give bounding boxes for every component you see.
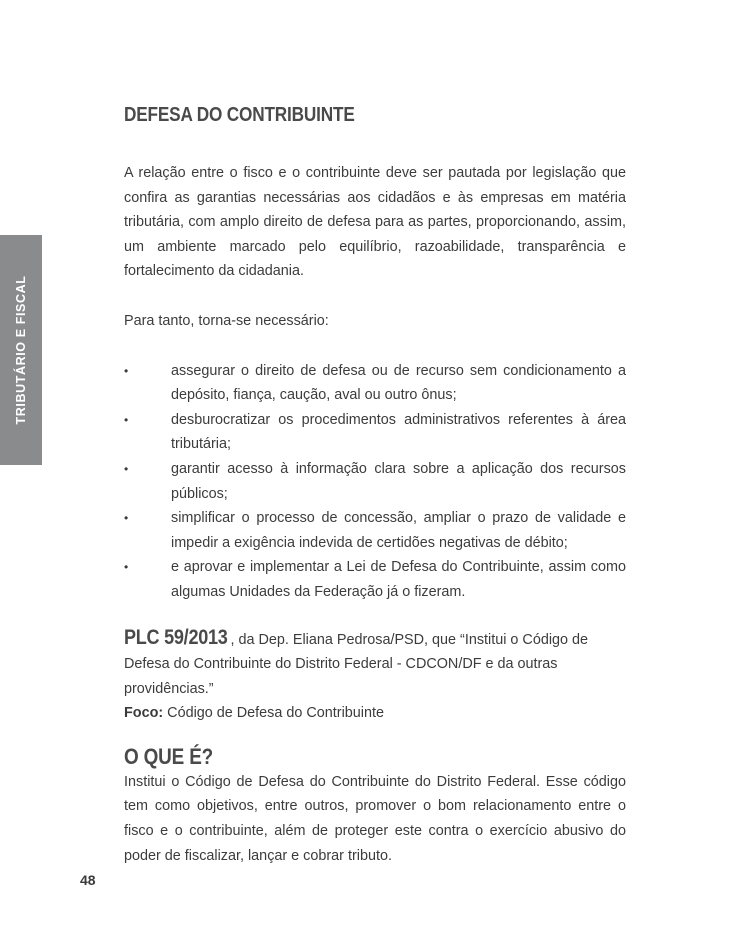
list-item [124,555,626,604]
o-que-e-paragraph: Institui o Código de Defesa do Contribuinte do Distrito Federal. Esse código tem como objetivos, entre outros, promover o bom relacionamento entre o fisco e o contribuinte, além de proteger este contra o exercício abusivo do poder de fiscalizar, lançar e cobrar tributo. [124,773,626,864]
lead-paragraph: Para tanto, torna-se necessário: [124,312,329,329]
section-side-tab [0,235,42,465]
list-item-text: desburocratizar os procedimentos administrativos referentes à área tributária; [171,411,626,453]
bullet-icon: • [124,560,129,575]
plc-number: PLC 59/2013 [124,625,228,649]
list-item-text: simplificar o processo de concessão, ampliar o prazo de validade e impedir a exigência indevida de certidões negativas de débito; [171,510,626,551]
bullet-icon: • [124,461,129,476]
foco-label: Foco: [124,705,164,722]
intro-paragraph: A relação entre o fisco e o contribuinte deve ser pautada por legislação que confira as garantias necessárias aos cidadãos e às empresas em matéria tributária, com amplo direito de defesa para as partes, proporcionando, assim, um ambiente marcado pelo equilíbrio, razoabilidade, transparência e fortalecimento da cidadania. [124,165,626,280]
bullet-icon: • [124,511,129,526]
list-item [124,408,626,457]
requirements-list [124,359,626,605]
plc-description [124,626,626,726]
list-item [124,506,626,555]
section-heading-defesa: DEFESA DO CONTRIBUINTE [124,104,355,126]
list-item-text: garantir acesso à informação clara sobre a aplicação dos recursos públicos; [171,460,626,502]
list-item [124,457,626,506]
bullet-icon: • [124,363,129,378]
plc-text: , da Dep. Eliana Pedrosa/PSD, que “Institui o Código de Defesa do Contribuinte do Distrito Federal - CDCON/DF e da outras providências.” [124,631,589,697]
foco-value: Código de Defesa do Contribuinte [163,705,384,722]
bullet-icon: • [124,412,129,427]
section-heading-o-que-e: O QUE É? [124,743,214,769]
list-item [124,359,626,408]
page-content [124,96,626,868]
section-side-tab-label: TRIBUTÁRIO E FISCAL [14,275,28,425]
page-number: 48 [80,872,96,888]
list-item-text: assegurar o direito de defesa ou de recurso sem condicionamento a depósito, fiança, caução, aval ou outro ônus; [171,362,626,404]
list-item-text: e aprovar e implementar a Lei de Defesa do Contribuinte, assim como algumas Unidades da Federação já o fizeram. [171,559,626,600]
